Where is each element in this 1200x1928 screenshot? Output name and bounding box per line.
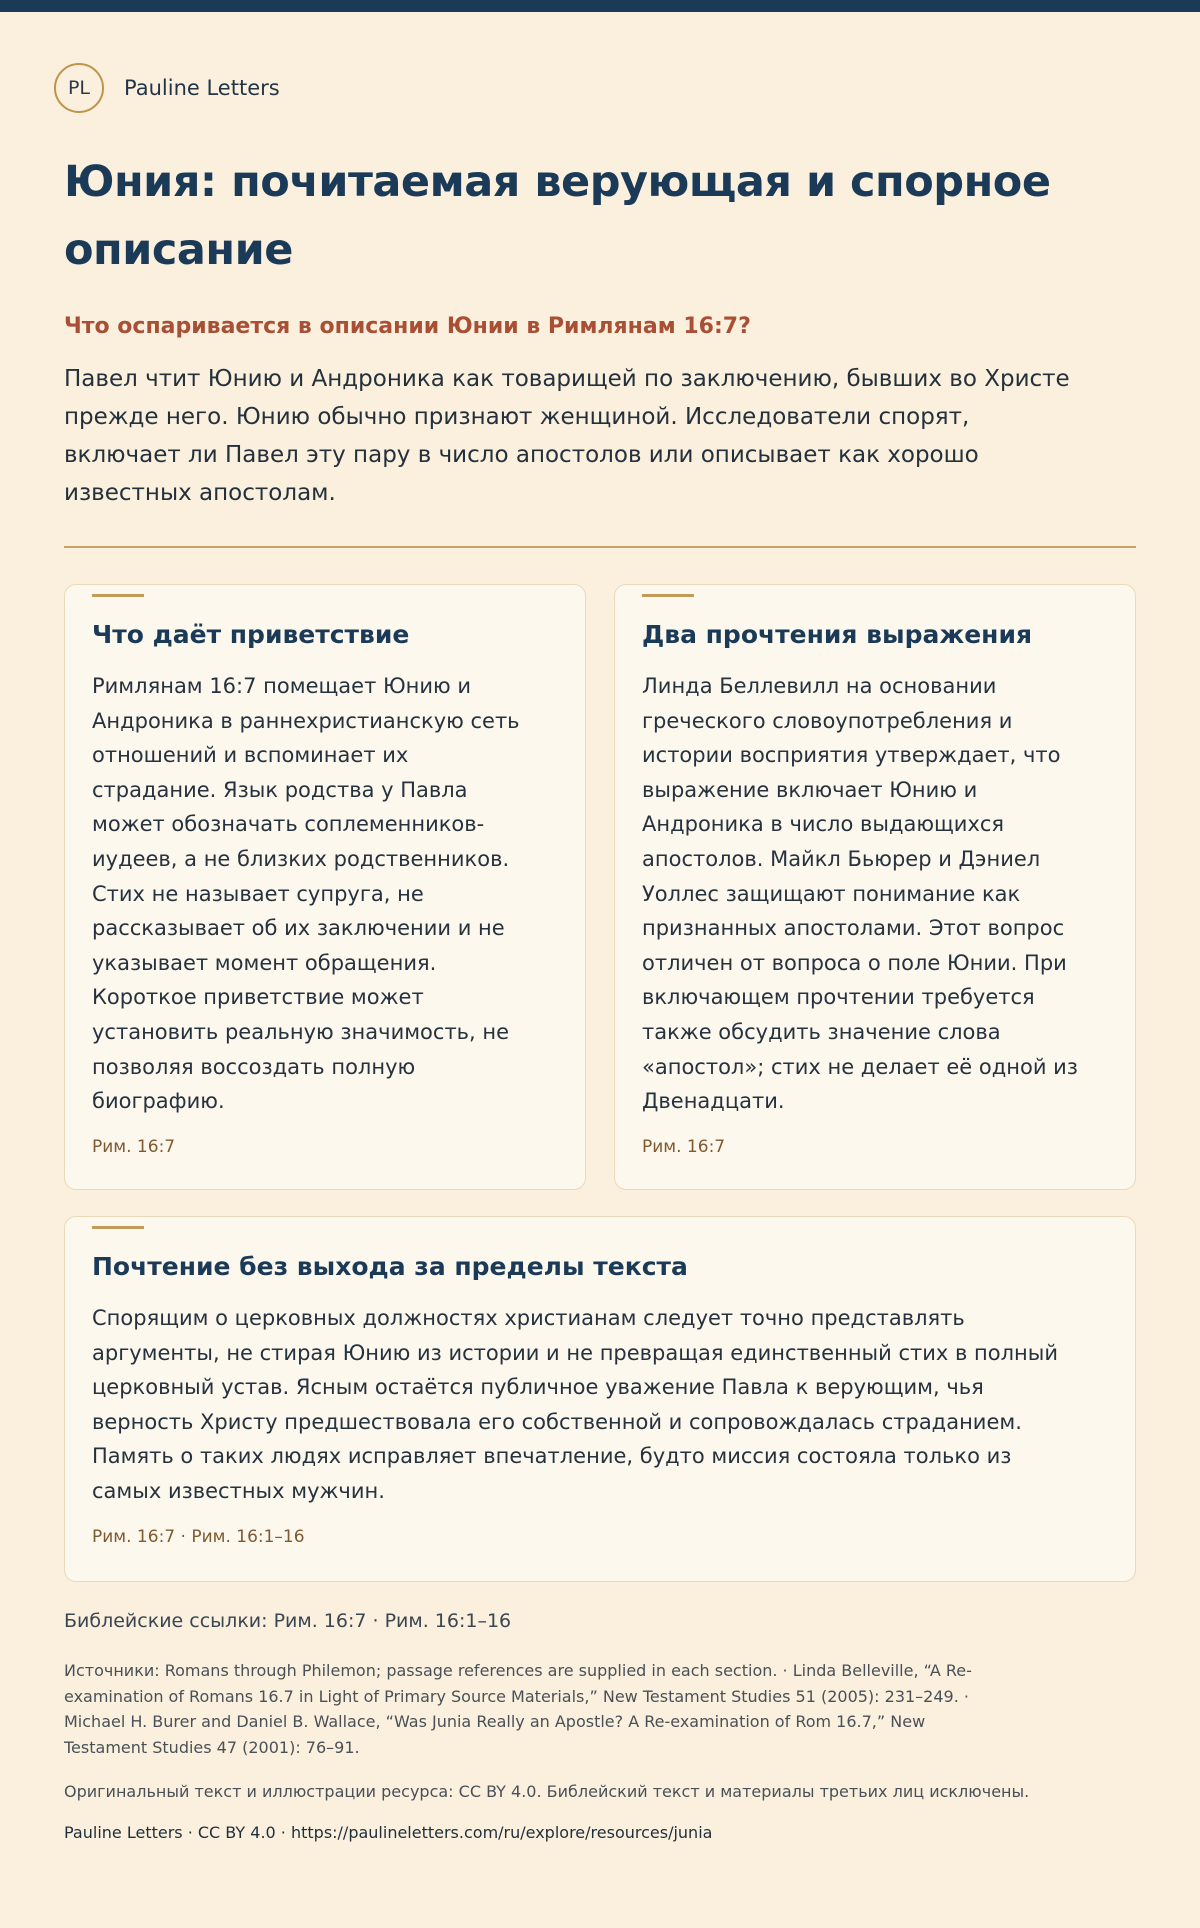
card-body: Римлянам 16:7 помещает Юнию и Андроника в раннехристианскую сеть отношений и вспоминает их страдание. Язык родства у Павла может обозначать соплеменников-иудеев, а не близких родственников. Стих не называет супруга, не рассказывает об их заключении и не указывает момент обращения. Короткое приветствие может установить реальную значимость, не позволяя воссоздать полную биографию. [92,674,520,1114]
site-header [64,58,1136,118]
card-title: Почтение без выхода за пределы текста [92,1252,688,1281]
card-body: Линда Беллевилл на основании греческого словоупотребления и истории восприятия утверждает, что выражение включает Юнию и Андроника в число выдающихся апостолов. Майкл Бьюрер и Дэниел Уоллес защищают понимание как признанных апостолами. Этот вопрос отличен от вопроса о поле Юнии. При включающем прочтении требуется также обсудить значение слова «апостол»; стих не делает её одной из Двенадцати. [642,674,1078,1114]
card-accent-line [92,1226,144,1229]
card-reference: Рим. 16:7 [92,1136,176,1157]
section-divider [64,546,1136,548]
card-title: Что даёт приветствие [92,620,410,649]
card-accent-line [92,594,144,597]
card-greeting [64,584,586,1190]
bible-references: Библейские ссылки: Рим. 16:7 · Рим. 16:1–16 [64,1610,512,1632]
page [64,58,1136,1842]
top-bar [0,0,1200,12]
page-footer[interactable]: Pauline Letters · CC BY 4.0 · https://paulineletters.com/ru/explore/resources/junia [64,1823,713,1842]
card-accent-line [642,594,694,597]
page-title: Юния: почитаемая верующая и спорное описание [64,157,1051,275]
site-logo[interactable]: PL [54,63,104,113]
sources: Источники: Romans through Philemon; passage references are supplied in each section. · Linda Belleville, “A Re-examination of Romans 16.7 in Light of Primary Source Materials,” New Testament Studies 51 (2005): 231–249. · Michael H. Burer and Daniel B. Wallace, “Was Junia Really an Apostle? A Re-examination of Rom 16.7,” New Testament Studies 47 (2001): 76–91. [64,1661,972,1757]
site-name[interactable]: Pauline Letters [124,76,280,100]
card-row [64,584,1136,1190]
card-reference: Рим. 16:7 · Рим. 16:1–16 [92,1526,305,1547]
lead-paragraph: Павел чтит Юнию и Андроника как товарищей по заключению, бывших во Христе прежде него. Юнию обычно признают женщиной. Исследователи спорят, включает ли Павел эту пару в число апостолов или описывает как хорошо известных апостолам. [64,366,1070,506]
key-question: Что оспаривается в описании Юнии в Римлянам 16:7? [64,314,751,339]
card-two-readings [614,584,1136,1190]
license-note: Оригинальный текст и иллюстрации ресурса: CC BY 4.0. Библейский текст и материалы третьих лиц исключены. [64,1782,1030,1801]
card-body: Спорящим о церковных должностях христианам следует точно представлять аргументы, не стирая Юнию из истории и не превращая единственный стих в полный церковный устав. Ясным остаётся публичное уважение Павла к верующим, чья верность Христу предшествовала его собственной и сопровождалась страданием. Память о таких людях исправляет впечатление, будто миссия состояла только из самых известных мужчин. [92,1306,1058,1503]
card-honor-within-text [64,1216,1136,1582]
card-reference: Рим. 16:7 [642,1136,726,1157]
card-title: Два прочтения выражения [642,620,1033,649]
